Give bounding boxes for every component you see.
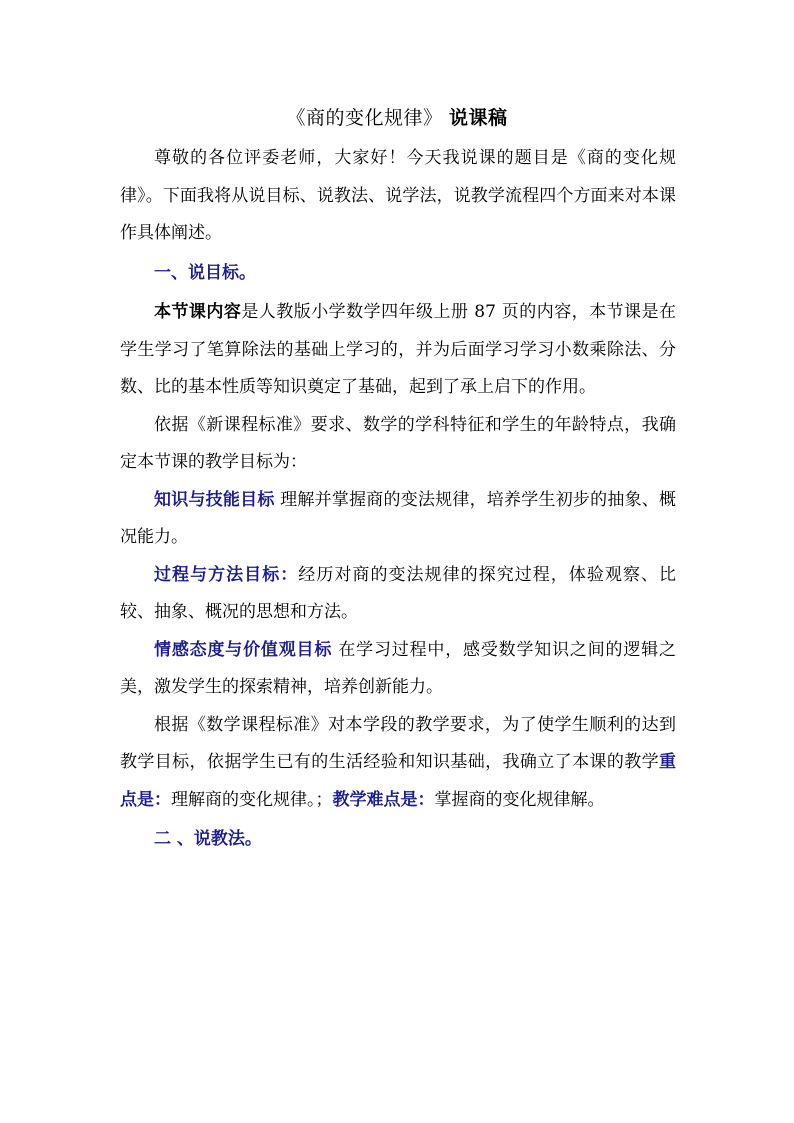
focus-text: 理解商的变化规律。； [171, 789, 333, 810]
content-paragraph [120, 294, 676, 407]
goal-knowledge [120, 482, 676, 557]
difficulty-text: 掌握商的变化规律解。 [434, 789, 605, 810]
goal-emotion [120, 632, 676, 707]
goal-emotion-text: 在学习过程中，感受数学知识之间的逻辑之美，激发学生的探索精神，培养创新能力。 [120, 639, 677, 697]
difficulty-label: 教学难点是： [332, 789, 435, 810]
goal-process-label: 过程与方法目标： [154, 564, 299, 585]
content-text: 是人教版小学数学四年级上册 87 页的内容，本节课是在学生学习了笔算除法的基础上学习的，并为后面学习学习小数乘除法、分数、比的基本性质等知识奠定了基础，起到了承上启下的作用。 [120, 302, 676, 397]
goal-process [120, 557, 676, 632]
section-heading-goals: 一、说目标。 [154, 262, 256, 283]
section-heading-methods: 二 、说教法。 [154, 829, 262, 849]
focus-label: 重点是： [120, 752, 676, 810]
content-label: 本节课内容 [154, 302, 242, 322]
goal-knowledge-label: 知识与技能目标 [154, 489, 275, 510]
basis-paragraph: 依据《新课程标准》要求、数学的学科特征和学生的年龄特点，我确定本节课的教学目标为： [120, 414, 676, 472]
document-body [120, 140, 676, 859]
focus-paragraph [120, 707, 676, 820]
goal-emotion-label: 情感态度与价值观目标 [154, 639, 333, 660]
goal-process-text: 经历对商的变法规律的探究过程，体验观察、比较、抽象、概况的思想和方法。 [120, 564, 677, 622]
title-suffix: 说课稿 [449, 107, 508, 129]
intro-paragraph: 尊敬的各位评委老师，大家好！今天我说课的题目是《商的变化规律》。下面我将从说目标、说教法、说学法，说教学流程四个方面来对本课作具体阐述。 [120, 148, 676, 243]
focus-intro: 根据《数学课程标准》对本学段的教学要求，为了使学生顺利的达到教学目标，依据学生已有的生活经验和知识基础，我确立了本课的教学 [120, 714, 676, 772]
title-main: 《商的变化规律》 [286, 107, 443, 129]
document-title [0, 104, 794, 132]
goal-knowledge-text: 理解并掌握商的变法规律，培养学生初步的抽象、概况能力。 [120, 489, 677, 547]
